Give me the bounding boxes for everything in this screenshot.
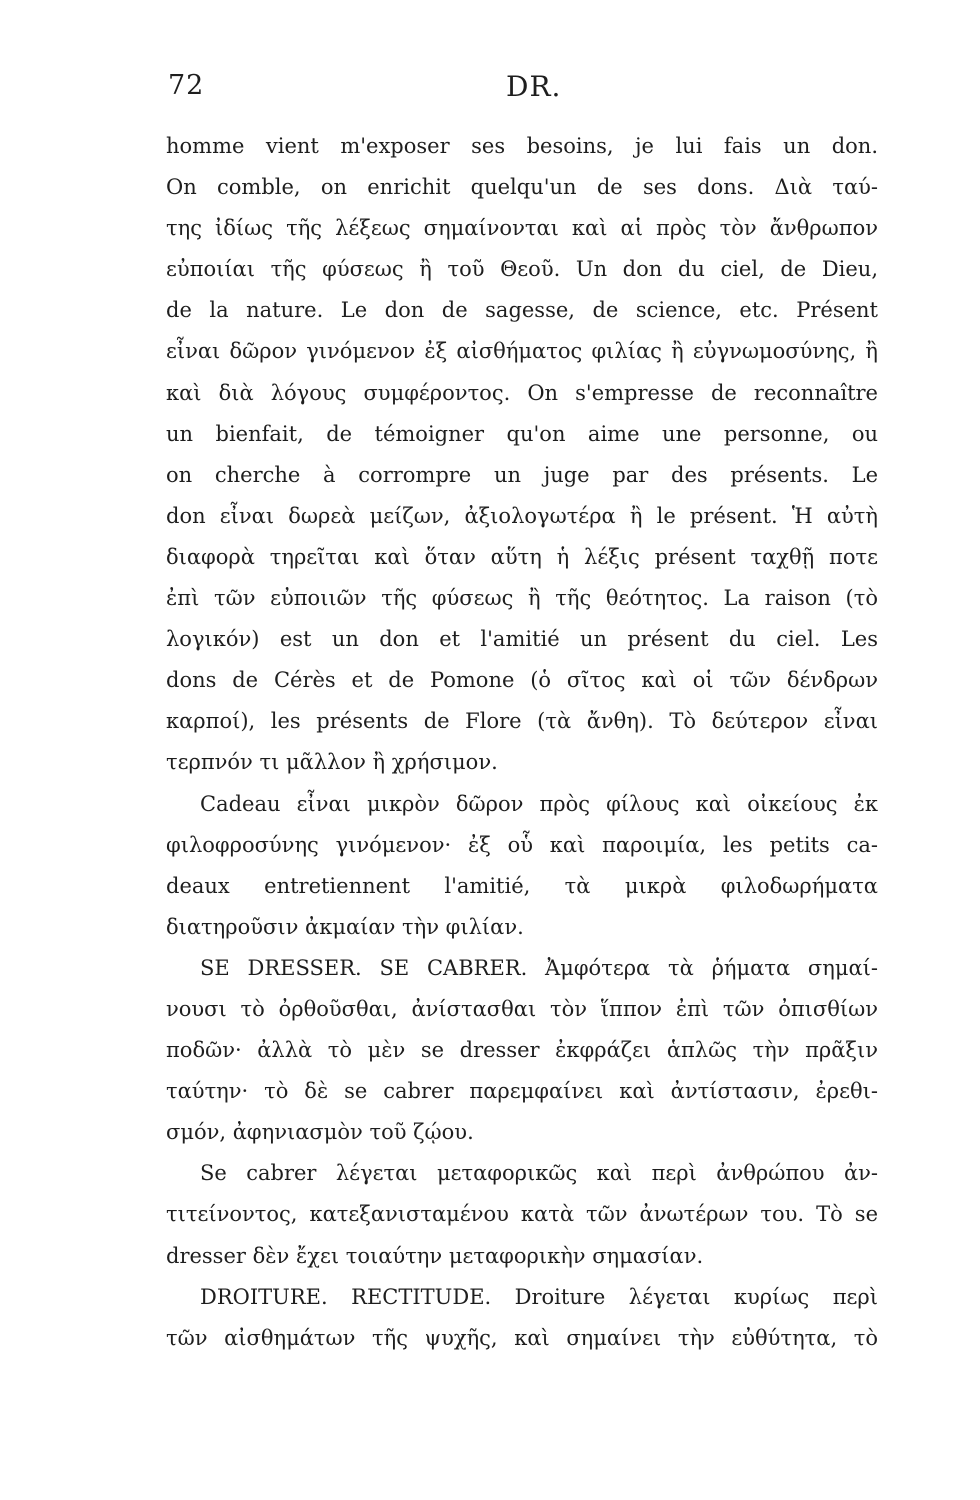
text-line: dons de Cérès et de Pomone (ὁ σῖτος καὶ οἱ τῶν δένδρων <box>166 668 878 693</box>
text-line: λογικόν) est un don et l'amitié un présent du ciel. Les <box>166 627 878 652</box>
text-line: καὶ διὰ λόγους συμφέροντος. On s'empresse de reconnaître <box>166 380 878 405</box>
text-line: εὐποιίαι τῆς φύσεως ἢ τοῦ Θεοῦ. Un don du ciel, de Dieu, <box>166 257 878 282</box>
text-line: On comble, on enrichit quelqu'un de ses dons. Διὰ ταύ- <box>166 175 878 200</box>
text-line: εἶναι δῶρον γινόμενον ἐξ αἰσθήματος φιλίας ἢ εὐγνωμοσύνης, ἢ <box>166 339 878 364</box>
text-line: τιτείνοντος, κατεξανισταμένου κατὰ τῶν ἀνωτέρων του. Τὸ se <box>166 1202 878 1227</box>
text-line: διατηροῦσιν ἀκμαίαν τὴν φιλίαν. <box>166 914 524 939</box>
text-line: Se cabrer λέγεται μεταφορικῶς καὶ περὶ ἀνθρώπου ἀν- <box>200 1161 878 1186</box>
text-line: Cadeau εἶναι μικρὸν δῶρον πρὸς φίλους καὶ οἰκείους ἐκ <box>200 791 878 816</box>
text-line: σμόν, ἀφηνιασμὸν τοῦ ζῴου. <box>166 1120 474 1145</box>
running-head: DR. <box>506 70 562 103</box>
text-line: ταύτην· τὸ δὲ se cabrer παρεμφαίνει καὶ ἀντίστασιν, ἐρεθι- <box>166 1079 878 1104</box>
text-line: on cherche à corrompre un juge par des présents. Le <box>166 462 878 487</box>
text-line: ποδῶν· ἀλλὰ τὸ μὲν se dresser ἐκφράζει ἁπλῶς τὴν πρᾶξιν <box>166 1038 878 1063</box>
text-line: dresser δὲν ἔχει τοιαύτην μεταφορικὴν σημασίαν. <box>166 1243 704 1268</box>
text-line: SE DRESSER. SE CABRER. Ἀμφότερα τὰ ῥήματα σημαί- <box>200 955 878 980</box>
text-line: ἐπὶ τῶν εὐποιιῶν τῆς φύσεως ἢ τῆς θεότητος. La raison (τὸ <box>166 586 878 611</box>
text-line: νουσι τὸ ὀρθοῦσθαι, ἀνίστασθαι τὸν ἵππον ἐπὶ τῶν ὀπισθίων <box>166 996 878 1021</box>
text-line: de la nature. Le don de sagesse, de science, etc. Présent <box>166 298 878 323</box>
text-line: τερπνόν τι μᾶλλον ἢ χρήσιμον. <box>166 750 498 775</box>
text-line: homme vient m'exposer ses besoins, je lui fais un don. <box>166 134 878 158</box>
text-line: της ἰδίως τῆς λέξεως σημαίνονται καὶ αἱ πρὸς τὸν ἄνθρωπον <box>166 216 878 241</box>
text-line: τῶν αἰσθημάτων τῆς ψυχῆς, καὶ σημαίνει τὴν εὐθύτητα, τὸ <box>166 1325 878 1350</box>
body-text <box>166 126 878 1359</box>
text-line: καρποί), les présents de Flore (τὰ ἄνθη). Τὸ δεύτερον εἶναι <box>166 709 878 734</box>
text-line: don εἶναι δωρεὰ μείζων, ἀξιολογωτέρα ἢ le présent. Ἡ αὐτὴ <box>166 503 878 528</box>
page-number: 72 <box>168 70 205 101</box>
text-line: DROITURE. RECTITUDE. Droiture λέγεται κυρίως περὶ <box>200 1284 878 1309</box>
text-line: διαφορὰ τηρεῖται καὶ ὅταν αὕτη ἡ λέξις présent ταχθῇ ποτε <box>166 544 878 569</box>
text-line: un bienfait, de témoigner qu'on aime une personne, ou <box>166 421 878 446</box>
text-line: deaux entretiennent l'amitié, τὰ μικρὰ φιλοδωρήματα <box>166 873 878 898</box>
text-line: φιλοφροσύνης γινόμενον· ἐξ οὗ καὶ παροιμία, les petits ca- <box>166 832 878 857</box>
